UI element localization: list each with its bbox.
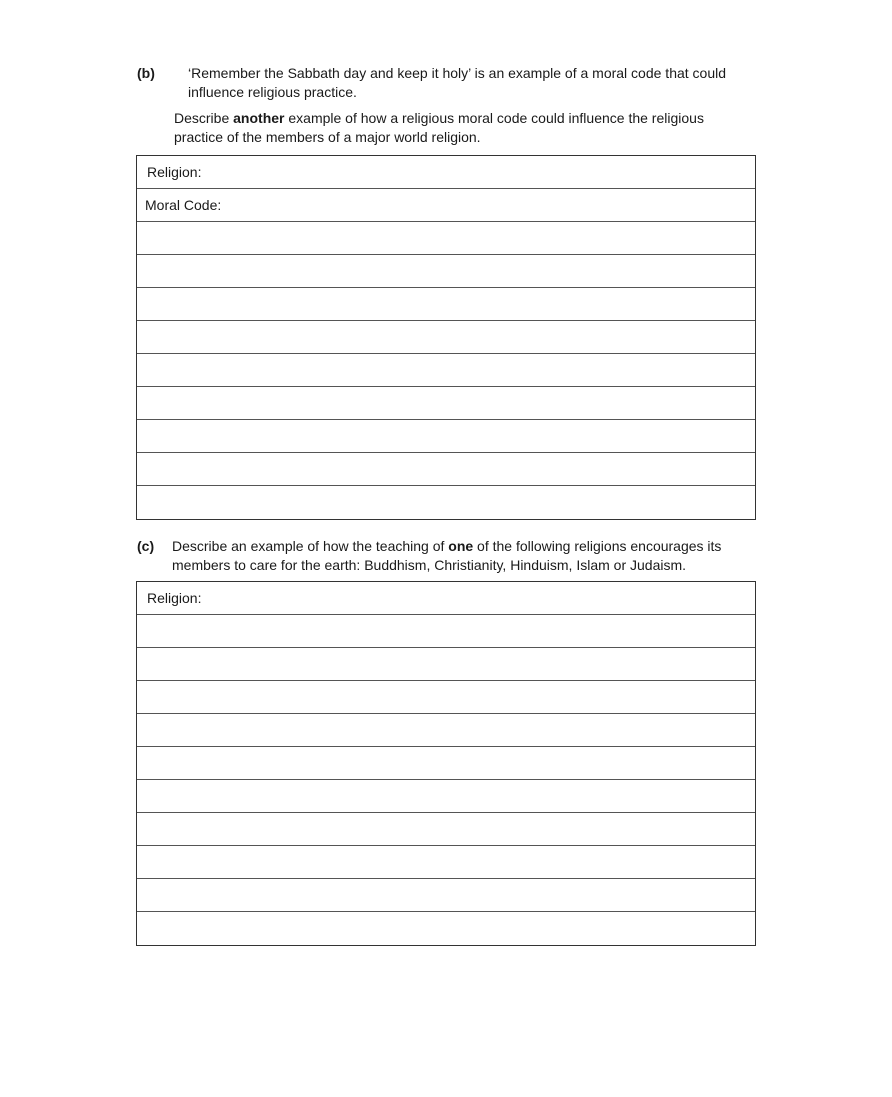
answer-line[interactable] bbox=[137, 747, 755, 780]
question-b-statement bbox=[188, 64, 726, 102]
question-b-answer-box bbox=[136, 155, 756, 520]
answer-line[interactable] bbox=[137, 222, 755, 255]
instruction-suffix: example of how a religious moral code could influence the religious bbox=[284, 110, 704, 126]
answer-line[interactable] bbox=[137, 255, 755, 288]
answer-line[interactable] bbox=[137, 420, 755, 453]
question-c-answer-box bbox=[136, 581, 756, 946]
answer-line[interactable] bbox=[137, 486, 755, 519]
instruction-prefix: Describe an example of how the teaching of bbox=[172, 538, 449, 554]
moral-code-field[interactable] bbox=[137, 189, 755, 222]
instruction-emphasis: another bbox=[233, 110, 285, 126]
answer-line[interactable] bbox=[137, 780, 755, 813]
question-c-instruction-line1 bbox=[172, 537, 721, 556]
answer-line[interactable] bbox=[137, 846, 755, 879]
answer-line[interactable] bbox=[137, 813, 755, 846]
religion-label: Religion: bbox=[147, 164, 202, 180]
question-b-statement-line2: influence religious practice. bbox=[188, 84, 357, 100]
instruction-emphasis: one bbox=[448, 538, 474, 554]
answer-line[interactable] bbox=[137, 321, 755, 354]
question-c-label: (c) bbox=[137, 538, 155, 554]
answer-line[interactable] bbox=[137, 681, 755, 714]
question-c-instruction bbox=[172, 537, 721, 575]
question-b-instruction-line2: practice of the members of a major world religion. bbox=[174, 129, 481, 145]
instruction-suffix: of the following religions encourages its bbox=[473, 538, 722, 554]
religion-field[interactable] bbox=[137, 582, 755, 615]
answer-line[interactable] bbox=[137, 648, 755, 681]
answer-line[interactable] bbox=[137, 714, 755, 747]
answer-line[interactable] bbox=[137, 615, 755, 648]
question-b-statement-line1: ‘Remember the Sabbath day and keep it holy’ is an example of a moral code that could bbox=[188, 65, 727, 81]
moral-code-label: Moral Code: bbox=[145, 197, 222, 213]
question-b-label: (b) bbox=[137, 65, 155, 81]
religion-label: Religion: bbox=[147, 590, 202, 606]
answer-line[interactable] bbox=[137, 453, 755, 486]
answer-line[interactable] bbox=[137, 288, 755, 321]
question-c-instruction-line2: members to care for the earth: Buddhism, Christianity, Hinduism, Islam or Judaism. bbox=[172, 557, 687, 573]
answer-line[interactable] bbox=[137, 912, 755, 945]
answer-line[interactable] bbox=[137, 387, 755, 420]
instruction-prefix: Describe bbox=[174, 110, 234, 126]
question-b-instruction bbox=[174, 109, 704, 147]
answer-line[interactable] bbox=[137, 879, 755, 912]
religion-field[interactable] bbox=[137, 156, 755, 189]
answer-line[interactable] bbox=[137, 354, 755, 387]
question-b-instruction-line1 bbox=[174, 109, 704, 128]
